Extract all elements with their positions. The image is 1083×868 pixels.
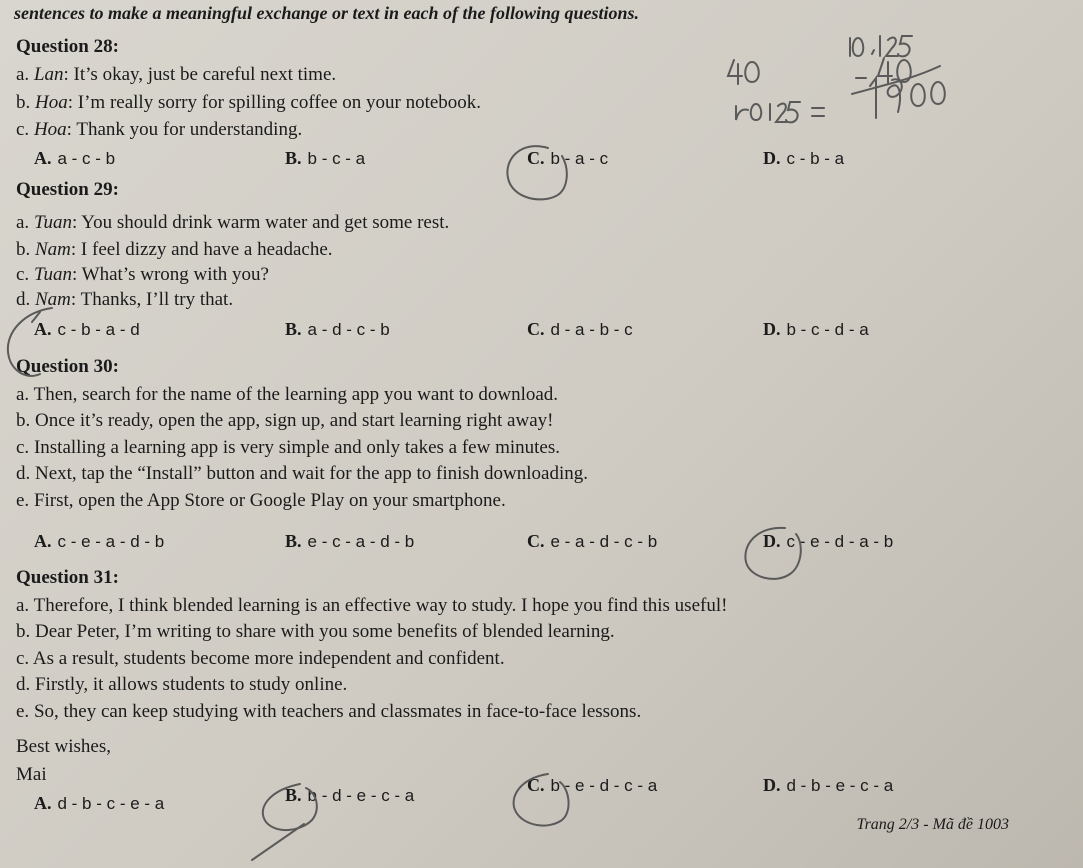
q29-option-b: B. a - d - c - b	[285, 319, 390, 339]
letter-signature: Mai	[16, 764, 47, 785]
question-29-title: Question 29:	[16, 179, 119, 200]
q31-option-a: A. d - b - c - e - a	[34, 793, 165, 813]
question-31-title: Question 31:	[16, 567, 119, 588]
q30-line-c: c. Installing a learning app is very simple and only takes a few minutes.	[16, 437, 560, 458]
q28-option-d: D. c - b - a	[763, 148, 845, 168]
q31-line-a: a. Therefore, I think blended learning is an effective way to study. I hope you find this useful!	[16, 595, 728, 616]
q30-option-d: D. c - e - d - a - b	[763, 531, 894, 551]
q28-option-b: B. b - c - a	[285, 148, 366, 168]
q30-line-e: e. First, open the App Store or Google Play on your smartphone.	[16, 490, 506, 511]
letter-closing: Best wishes,	[16, 736, 111, 757]
q29-option-d: D. b - c - d - a	[763, 319, 869, 339]
q30-line-a: a. Then, search for the name of the learning app you want to download.	[16, 384, 559, 405]
page-footer: Trang 2/3 - Mã đề 1003	[856, 816, 1009, 833]
intro-text: sentences to make a meaningful exchange or text in each of the following questions.	[14, 3, 640, 23]
q29-line-a: a. Tuan: You should drink warm water and get some rest.	[16, 212, 450, 233]
q29-option-c: C. d - a - b - c	[527, 319, 633, 339]
q31-line-e: e. So, they can keep studying with teachers and classmates in face-to-face lessons.	[16, 701, 642, 722]
q29-line-b: b. Nam: I feel dizzy and have a headache.	[16, 239, 333, 260]
q31-line-d: d. Firstly, it allows students to study online.	[16, 674, 348, 695]
q31-option-c: C. b - e - d - c - a	[527, 775, 658, 795]
q30-option-a: A. c - e - a - d - b	[34, 531, 165, 551]
hw-digits-0125	[850, 36, 912, 56]
hw-digits-1900	[870, 78, 945, 118]
q28-option-c: C. b - a - c	[527, 148, 609, 168]
question-28-title: Question 28:	[16, 36, 119, 57]
hw-rule	[852, 66, 940, 94]
hw-digits-40-left	[728, 60, 759, 84]
q30-line-b: b. Once it’s ready, open the app, sign up, and start learning right away!	[16, 410, 554, 431]
q30-option-c: C. e - a - d - c - b	[527, 531, 658, 551]
q29-line-c: c. Tuan: What’s wrong with you?	[16, 264, 269, 285]
q31-option-d: D. d - b - e - c - a	[763, 775, 894, 795]
q30-option-b: B. e - c - a - d - b	[285, 531, 415, 551]
q29-option-a: A. c - b - a - d	[34, 319, 140, 339]
q31-option-b: B. b - d - e - c - a	[285, 785, 415, 805]
q29-line-d: d. Nam: Thanks, I’ll try that.	[16, 289, 234, 310]
hw-digits-r0125	[736, 102, 800, 122]
hw-equals	[812, 108, 824, 116]
q30-line-d: d. Next, tap the “Install” button and wait for the app to finish downloading.	[16, 463, 588, 484]
stroke-q31-diagonal	[252, 824, 304, 860]
q31-line-b: b. Dear Peter, I’m writing to share with you some benefits of blended learning.	[16, 621, 615, 642]
question-30-title: Question 30:	[16, 356, 119, 377]
hw-digits-minus-40	[856, 58, 911, 84]
q31-line-c: c. As a result, students become more independent and confident.	[16, 648, 505, 669]
q28-option-a: A. a - c - b	[34, 148, 116, 168]
q28-line-b: b. Hoa: I’m really sorry for spilling coffee on your notebook.	[16, 92, 482, 113]
q28-line-c: c. Hoa: Thank you for understanding.	[16, 119, 303, 140]
q28-line-a: a. Lan: It’s okay, just be careful next time.	[16, 64, 337, 85]
